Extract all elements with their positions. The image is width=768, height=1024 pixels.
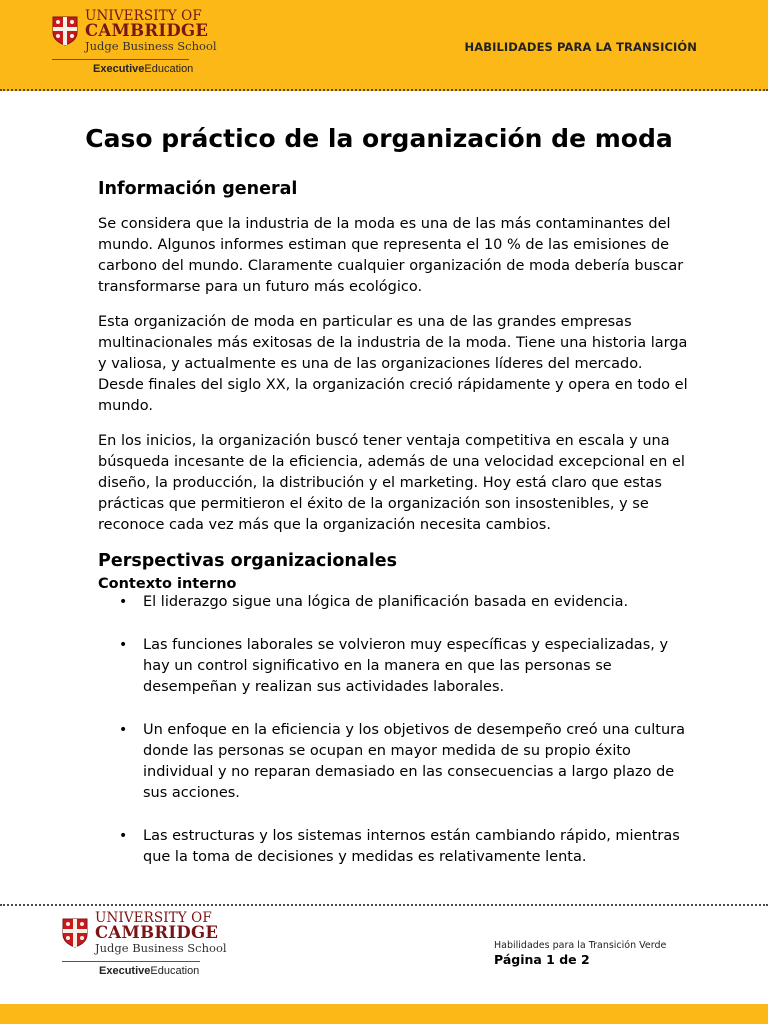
paragraph: Se considera que la industria de la moda es una de las más contaminantes del mundo. Algunos informes estiman que representa el 10 % de las emisiones de carbono del mundo. Claramente cualquier organización de moda debería buscar transformarse para un futuro más ecológico. xyxy=(98,216,684,295)
logo-university-text: UNIVERSITY OF xyxy=(85,8,202,24)
subheading-internal-context: Contexto interno xyxy=(98,576,237,592)
logo-divider xyxy=(52,59,189,60)
logo-university-text: UNIVERSITY OF xyxy=(95,910,212,926)
list-item: • Las funciones laborales se volvieron muy específicas y especializadas, y hay un control significativo en la manera en que las personas se desempeñan y realizan sus actividades laborales. xyxy=(98,635,688,698)
logo-judge-text: Judge Business School xyxy=(85,39,217,53)
footer-cambridge-judge-logo xyxy=(62,911,227,977)
header-title: HABILIDADES PARA LA TRANSICIÓN xyxy=(464,40,697,54)
page-header xyxy=(0,0,768,91)
section-heading-general: Información general xyxy=(98,179,298,199)
logo-divider xyxy=(62,961,200,962)
footer-subtitle: Habilidades para la Transición Verde xyxy=(494,940,667,951)
section-heading-perspectives: Perspectivas organizacionales xyxy=(98,551,397,571)
footer-text xyxy=(494,940,666,967)
page-number: Página 1 de 2 xyxy=(494,952,590,967)
footer-divider xyxy=(0,904,768,906)
list-item: • Un enfoque en la eficiencia y los objetivos de desempeño creó una cultura donde las personas se ocupan en mayor medida de su propio éxito individual y no reparan demasiado en las consecuencias a largo plazo de sus acciones. xyxy=(98,720,688,804)
logo-executive-education: ExecutiveEducation xyxy=(93,63,194,75)
bullet-list xyxy=(0,592,688,868)
cambridge-judge-logo xyxy=(52,9,217,75)
cambridge-shield-icon xyxy=(62,918,88,948)
document-title: Caso práctico de la organización de moda xyxy=(85,124,673,153)
logo-cambridge-text: CAMBRIDGE xyxy=(85,21,209,40)
list-item: • Las estructuras y los sistemas internos están cambiando rápido, mientras que la toma de decisiones y medidas es relativamente lenta. xyxy=(98,826,688,868)
footer-color-bar xyxy=(0,1004,768,1024)
logo-executive-education: ExecutiveEducation xyxy=(99,965,200,977)
list-item: • El liderazgo sigue una lógica de planificación basada en evidencia. xyxy=(98,592,688,613)
paragraph: Esta organización de moda en particular es una de las grandes empresas multinacionales más exitosas de la industria de la moda. Tiene una historia larga y valiosa, y actualmente es una de las organizaciones líderes del mercado. Desde finales del siglo XX, la organización creció rápidamente y opera en todo el mundo. xyxy=(98,314,688,414)
logo-judge-text: Judge Business School xyxy=(95,941,227,955)
logo-cambridge-text: CAMBRIDGE xyxy=(95,923,219,942)
paragraph: En los inicios, la organización buscó tener ventaja competitiva en escala y una búsqueda incesante de la eficiencia, además de una velocidad excepcional en el diseño, la producción, la distribución y el marketing. Hoy está claro que estas prácticas que permitieron el éxito de la organización son insostenibles, y se reconoce cada vez más que la organización necesita cambios. xyxy=(98,433,685,533)
cambridge-shield-icon xyxy=(52,16,78,46)
document-body xyxy=(85,124,688,868)
